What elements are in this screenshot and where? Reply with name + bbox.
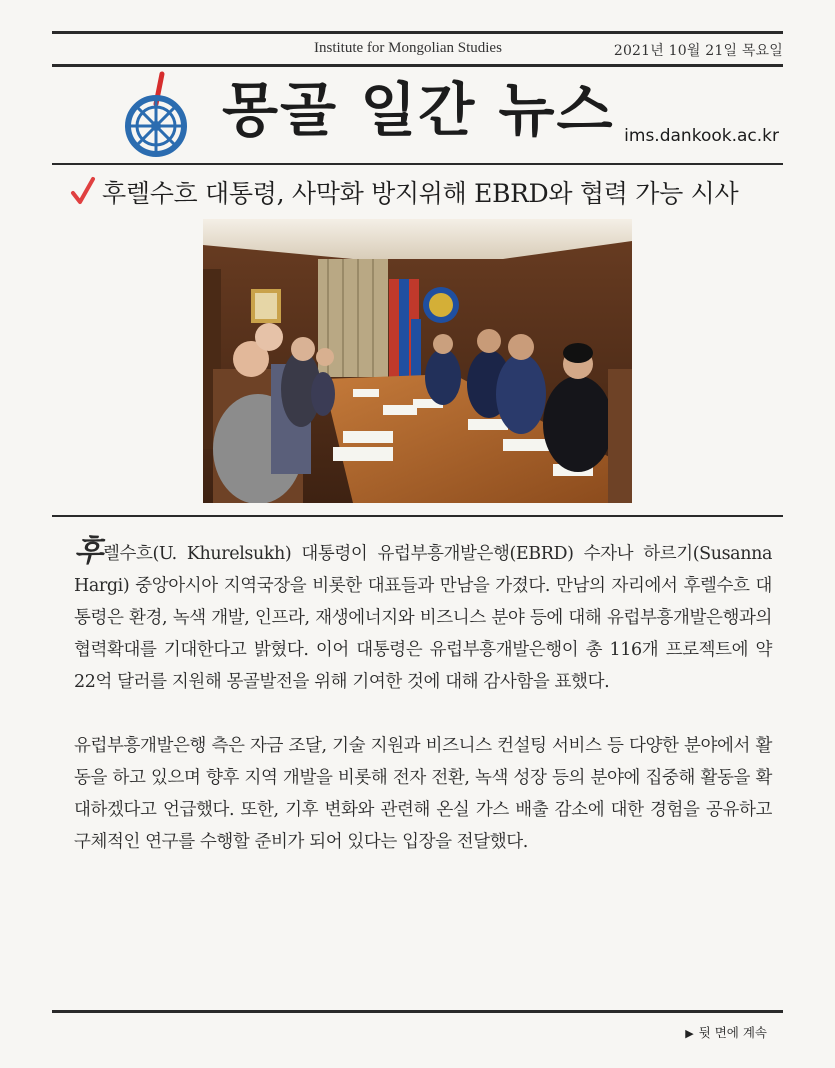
- continue-text: 뒷 면에 계속: [698, 1025, 767, 1040]
- newspaper-title: 몽골 일간 뉴스: [222, 76, 615, 144]
- headline-row: [66, 172, 783, 214]
- meta-row: [52, 39, 783, 61]
- article-body: [74, 536, 772, 858]
- continue-note: [685, 1023, 767, 1041]
- article-paragraph-2: 유럽부흥개발은행 측은 자금 조달, 기술 지원과 비즈니스 컨설팅 서비스 등 다양한 분야에서 활동을 하고 있으며 향후 지역 개발을 비롯해 전자 전환, 녹색 성장 등의 분야에 집중해 활동을 확대하겠다고 언급했다. 또한, 기후 변화와 관련해 온실 가스 배출 감소에 대한 경험을 공유하고 구체적인 연구를 수행할 준비가 되어 있다는 입장을 전달했다.: [74, 736, 772, 852]
- checkmark-icon: [70, 176, 96, 206]
- bottom-rule: [52, 1010, 783, 1013]
- top-rule: [52, 31, 783, 34]
- drop-cap: 후: [74, 534, 103, 569]
- site-url: ims.dankook.ac.kr: [624, 126, 779, 146]
- triangle-right-icon: ▶: [685, 1027, 694, 1040]
- title-rule: [52, 163, 783, 165]
- masthead: [52, 70, 783, 162]
- article-headline: 후렐수흐 대통령, 사막화 방지위해 EBRD와 협력 가능 시사: [102, 179, 739, 208]
- article-paragraph-1: [74, 536, 772, 698]
- issue-date: 2021년 10월 21일 목요일: [613, 43, 783, 59]
- masthead-rule: [52, 64, 783, 67]
- paragraph-1-text: 렐수흐(U. Khurelsukh) 대통령이 유럽부흥개발은행(EBRD) 수자나 하르기(Susanna Hargi) 중앙아시아 지역국장을 비롯한 대표들과 만남을 가졌다. 만남의 자리에서 후렐수흐 대통령은 환경, 녹색 개발, 인프라, 재생에너지와 비즈니스 분야 등에 대해 유럽부흥개발은행과의 협력확대를 기대한다고 밝혔다. 이어 대통령은 유럽부흥개발은행이 총 116개 프로젝트에 약 22억 달러를 지원해 몽골발전을 위해 기여한 것에 대해 감사함을 표했다.: [74, 544, 772, 692]
- institute-name: Institute for Mongolian Studies: [314, 40, 502, 56]
- meeting-photo: [203, 219, 632, 503]
- photo-rule: [52, 515, 783, 517]
- wheel-logo-icon: [122, 70, 192, 160]
